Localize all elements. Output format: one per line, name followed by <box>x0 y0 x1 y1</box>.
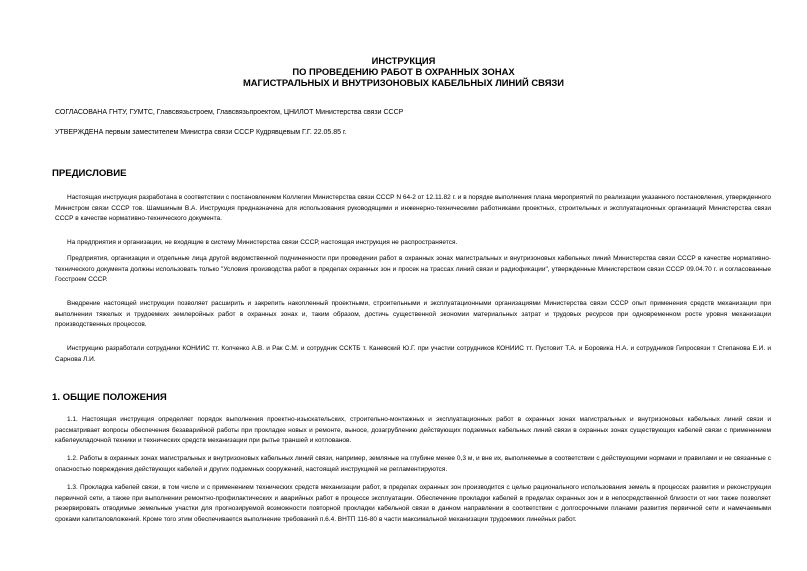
approval-agreed <box>55 108 403 118</box>
approval-agreed-text: ГНТУ, ГУМТС, Главсвязьстроем, Главсвязьпроектом, ЦНИЛОТ Министерства связи СССР <box>108 109 404 116</box>
approval-approved-text: первым заместителем Министра связи СССР Кудрявцевым Г.Г. 22.05.85 г. <box>105 129 347 136</box>
preface-paragraph-4: Внедрение настоящей инструкции позволяет расширить и закрепить накопленный проектными, строительными и эксплуатационными организациями Министерства связи СССР опыт применения средств механизации при выполнении тяжелых и трудоемких землеройных работ в охранных зонах и, таким образом, достичь существенной экономии материальных затрат и трудовых ресурсов при одновременном росте уровня механизации производственных процессов. <box>55 300 771 328</box>
preface-paragraph-3: Предприятия, организации и отдельные лица другой ведомственной подчиненности при проведении работ в охранных зонах магистральных и внутризоновых кабельных линий Министерства связи СССР в качестве нормативно-технического документа должны использовать только "Условия производства работ в пределах охранных зон и просек на трассах линий связи и радиофикации", утвержденные Министерством связи СССР 09.04.70 г. и согласованные Госстроем СССР. <box>55 255 771 283</box>
approval-agreed-label: СОГЛАСОВАНА <box>55 109 108 116</box>
section-1-paragraph-1-2: 1.2. Работы в охранных зонах магистральных и внутризоновых кабельных линий связи, например, земляные на глубине менее 0,3 м, и вне их, выполняемые в соответствии с действующими нормами и правилами и не связанные с опасностью повреждения действующих кабелей и других подземных сооружений, настоящей инструкцией не регламентируются. <box>55 455 771 473</box>
section-1-heading: 1. ОБЩИЕ ПОЛОЖЕНИЯ <box>52 392 167 403</box>
preface-heading: ПРЕДИСЛОВИЕ <box>52 168 127 179</box>
preface-paragraph-1: Настоящая инструкция разработана в соответствии с постановлением Коллегии Министерства связи СССР N 64-2 от 12.11.82 г. и в порядке выполнения плана мероприятий по реализации указанного постановления, утвержденного Министром связи СССР тов. Шамшиным В.А. Инструкция предназначена для использования руководящими и инженерно-техническими работниками проектных, строительных и эксплуатационных организаций Министерства связи СССР в качестве нормативно-технического документа. <box>55 194 771 222</box>
section-1-paragraph-1-1: 1.1. Настоящая инструкция определяет порядок выполнения проектно-изыскательских, строительно-монтажных и эксплуатационных работ в охранных зонах магистральных и внутризоновых кабельных линий связи и рассматривает вопросы обеспечения безаварийной работы при прокладке новых и ремонте, выносе, дозагрублению действующих подземных кабельных линий связи в охранных зонах существующих кабелей связи с применением кабелеукладочной техники и технических средств механизации при рытье траншей и котлованов. <box>55 416 771 444</box>
approval-approved <box>55 128 347 138</box>
preface-paragraph-5: Инструкцию разработали сотрудники КОНИИС тт. Колченко А.В. и Рак С.М. и сотрудник ССКТБ т. Каневский Ю.Г. при участии сотрудников КОНИИС тт. Пустовит Т.А. и Боровика Н.А. и сотрудников Гипросвязи т Степанова Е.И. и Сарнова Л.И. <box>55 345 771 363</box>
section-1-paragraph-1-3: 1.3. Прокладка кабелей связи, в том числе и с применением технических средств механизации работ, в пределах охранных зон производится с целью рационального использования земель в процессах развития и реконструкции первичной сети, а также при выполнении ремонтно-профилактических и аварийных работ в процессе эксплуатации. Обеспечение прокладки кабелей в пределах охранных зон и в непосредственной близости от них также позволяет резервировать отводимые земельные участки для прогнозируемой возможности повторной прокладки кабельной связи в данном направлении в соответствии с долгосрочными планами развития первичной сети и намечаемыми сроками капиталовложений. Кроме того этим обеспечивается выполнение требований п.6.4. ВНТП 116-80 в части максимальной механизации трудоемких линейных работ. <box>55 484 771 523</box>
approval-approved-label: УТВЕРЖДЕНА <box>55 129 104 136</box>
document-title-line-1: ИНСТРУКЦИЯ <box>371 55 436 66</box>
preface-paragraph-2: На предприятия и организации, не входящие в систему Министерства связи СССР, настоящая инструкция не распространяется. <box>67 239 458 246</box>
document-title-line-3: МАГИСТРАЛЬНЫХ И ВНУТРИЗОНОВЫХ КАБЕЛЬНЫХ ЛИНИЙ СВЯЗИ <box>242 77 565 88</box>
document-title-line-2: ПО ПРОВЕДЕНИЮ РАБОТ В ОХРАННЫХ ЗОНАХ <box>292 66 515 77</box>
